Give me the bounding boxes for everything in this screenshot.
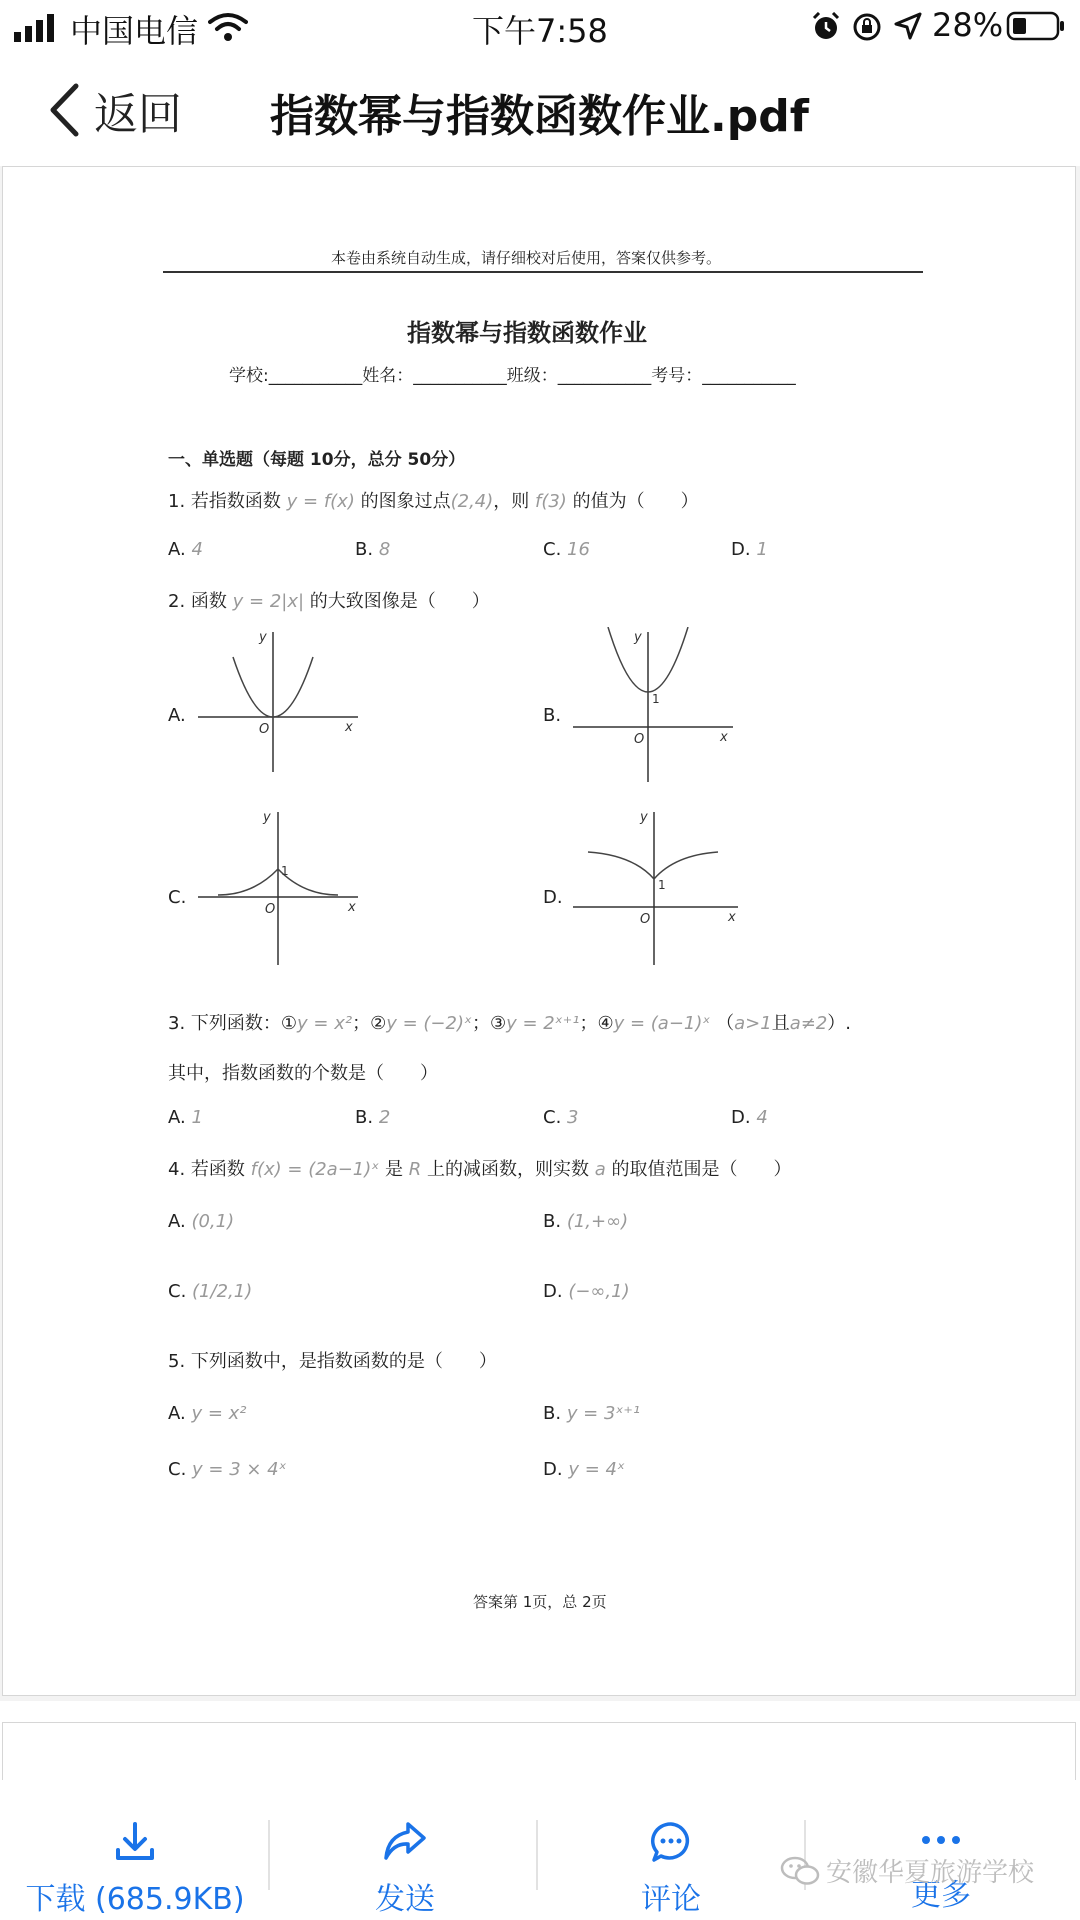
q3-option-b: B. 2: [355, 1107, 391, 1128]
bottom-toolbar: [0, 1780, 1080, 1920]
graph-c: [193, 807, 373, 967]
alarm-icon: [812, 12, 840, 42]
download-label: 下载 (685.9KB): [25, 1882, 245, 1917]
q5-option-b: B. y = 3ˣ⁺¹: [543, 1403, 641, 1424]
graph-c-origin-label: O: [265, 902, 276, 917]
q1-text-mid2: ，则: [493, 491, 530, 512]
q1-text-mid: 的图象过点: [360, 491, 451, 512]
graph-b-x-label: x: [720, 730, 728, 745]
battery-icon: [1006, 10, 1066, 42]
graph-b-origin-label: O: [634, 732, 645, 747]
watermark-text: 安徽华夏旅游学校: [826, 1858, 1035, 1888]
location-arrow-icon: [894, 12, 922, 40]
q1-math-3: f(3): [535, 491, 567, 512]
q1-option-d: D. 1: [731, 539, 768, 560]
send-label: 发送: [375, 1882, 435, 1917]
graph-a-x-label: x: [345, 720, 353, 735]
q4-option-b: B. (1,+∞): [543, 1211, 629, 1232]
q3-option-c: C. 3: [543, 1107, 579, 1128]
document-title: 指数幂与指数函数作业.pdf: [270, 91, 809, 142]
q4-option-d: D. (−∞,1): [543, 1281, 630, 1302]
q2-math: y = 2|x|: [232, 591, 305, 612]
q2-label-c: C.: [168, 887, 187, 908]
q4-option-c: C. (1/2,1): [168, 1281, 253, 1302]
graph-d-origin-label: O: [640, 912, 651, 927]
graph-d-one-label: 1: [658, 878, 666, 892]
q3-option-d: D. 4: [731, 1107, 768, 1128]
rotation-lock-icon: [852, 12, 882, 42]
disclaimer: 本卷由系统自动生成，请仔细校对后使用，答案仅供参考。: [331, 249, 722, 267]
q5-option-c: C. y = 3 × 4ˣ: [168, 1459, 287, 1480]
graph-c-y-label: y: [263, 810, 271, 825]
cellular-signal-icon: [14, 14, 60, 42]
graph-d: [568, 807, 748, 967]
share-arrow-icon: [382, 1820, 428, 1864]
q1-text-post: 的值为（ ）: [572, 491, 699, 512]
q2-text-pre: 2. 函数: [168, 591, 227, 612]
graph-a-y-label: y: [259, 630, 267, 645]
more-label: 更多: [911, 1878, 971, 1913]
graph-d-x-label: x: [728, 910, 736, 925]
nav-bar: [0, 62, 1080, 162]
toolbar-divider: [268, 1820, 270, 1890]
toolbar-divider: [536, 1820, 538, 1890]
section-heading: 一、单选题（每题 10分，总分 50分）: [168, 450, 466, 470]
question-1: [168, 487, 699, 513]
student-fields: 学校:___________姓名：___________班级：___________考号：___________: [229, 366, 796, 386]
wechat-icon: [780, 1855, 820, 1887]
question-5: 5. 下列函数中，是指数函数的是（ ）: [168, 1351, 497, 1372]
more-dots-icon: [919, 1832, 963, 1848]
graph-b-y-label: y: [634, 630, 642, 645]
graph-d-y-label: y: [640, 810, 648, 825]
exam-title: 指数幂与指数函数作业: [407, 319, 647, 347]
q1-math-1: y = f(x): [286, 491, 355, 512]
q2-label-a: A.: [168, 705, 186, 726]
graph-a-origin-label: O: [259, 722, 270, 737]
graph-b-one-label: 1: [652, 692, 660, 706]
wifi-icon: [208, 12, 248, 42]
q5-option-a: A. y = x²: [168, 1403, 247, 1424]
comment-bubble-icon: [649, 1820, 693, 1864]
comment-label: 评论: [641, 1882, 701, 1917]
graph-c-one-label: 1: [281, 864, 289, 878]
q1-option-a: A. 4: [168, 539, 203, 560]
graph-b: [568, 627, 748, 787]
send-button[interactable]: [290, 1780, 520, 1920]
q1-text-pre: 1. 若指数函数: [168, 491, 281, 512]
q2-text-post: 的大致图像是（ ）: [309, 591, 490, 612]
clock: 下午7:58: [472, 12, 608, 50]
q3-option-a: A. 1: [168, 1107, 203, 1128]
more-button[interactable]: [826, 1780, 1056, 1920]
comment-button[interactable]: [556, 1780, 786, 1920]
graph-c-x-label: x: [348, 900, 356, 915]
download-button[interactable]: [10, 1780, 260, 1920]
carrier-label: 中国电信: [70, 12, 199, 50]
back-label: 返回: [94, 89, 182, 140]
status-bar: [0, 0, 1080, 55]
pdf-page: [2, 166, 1076, 1696]
battery-percentage: 28%: [932, 6, 1004, 44]
back-button[interactable]: [48, 80, 182, 140]
q4-option-a: A. (0,1): [168, 1211, 235, 1232]
question-4: 4. 若函数 f(x) = (2a−1)ˣ 是 R 上的减函数，则实数 a 的取值范围是（ ）: [168, 1159, 792, 1180]
pdf-viewer[interactable]: [0, 166, 1080, 1701]
q1-option-b: B. 8: [355, 539, 391, 560]
graph-a: [193, 627, 373, 777]
chevron-left-icon: [48, 83, 80, 137]
page-footer: 答案第 1页，总 2页: [473, 1593, 607, 1611]
watermark: [780, 1852, 1034, 1889]
question-3-line-2: 其中，指数函数的个数是（ ）: [168, 1063, 438, 1084]
q2-label-b: B.: [543, 705, 562, 726]
q1-math-2: (2,4): [450, 491, 494, 512]
download-icon: [113, 1820, 157, 1864]
q2-label-d: D.: [543, 887, 563, 908]
question-3: 3. 下列函数：①y = x²；②y = (−2)ˣ；③y = 2ˣ⁺¹；④y = (a−1)ˣ （a>1且a≠2）.: [168, 1013, 852, 1034]
q5-option-d: D. y = 4ˣ: [543, 1459, 625, 1480]
q1-option-c: C. 16: [543, 539, 590, 560]
header-rule: [163, 271, 923, 273]
question-2: [168, 587, 490, 613]
